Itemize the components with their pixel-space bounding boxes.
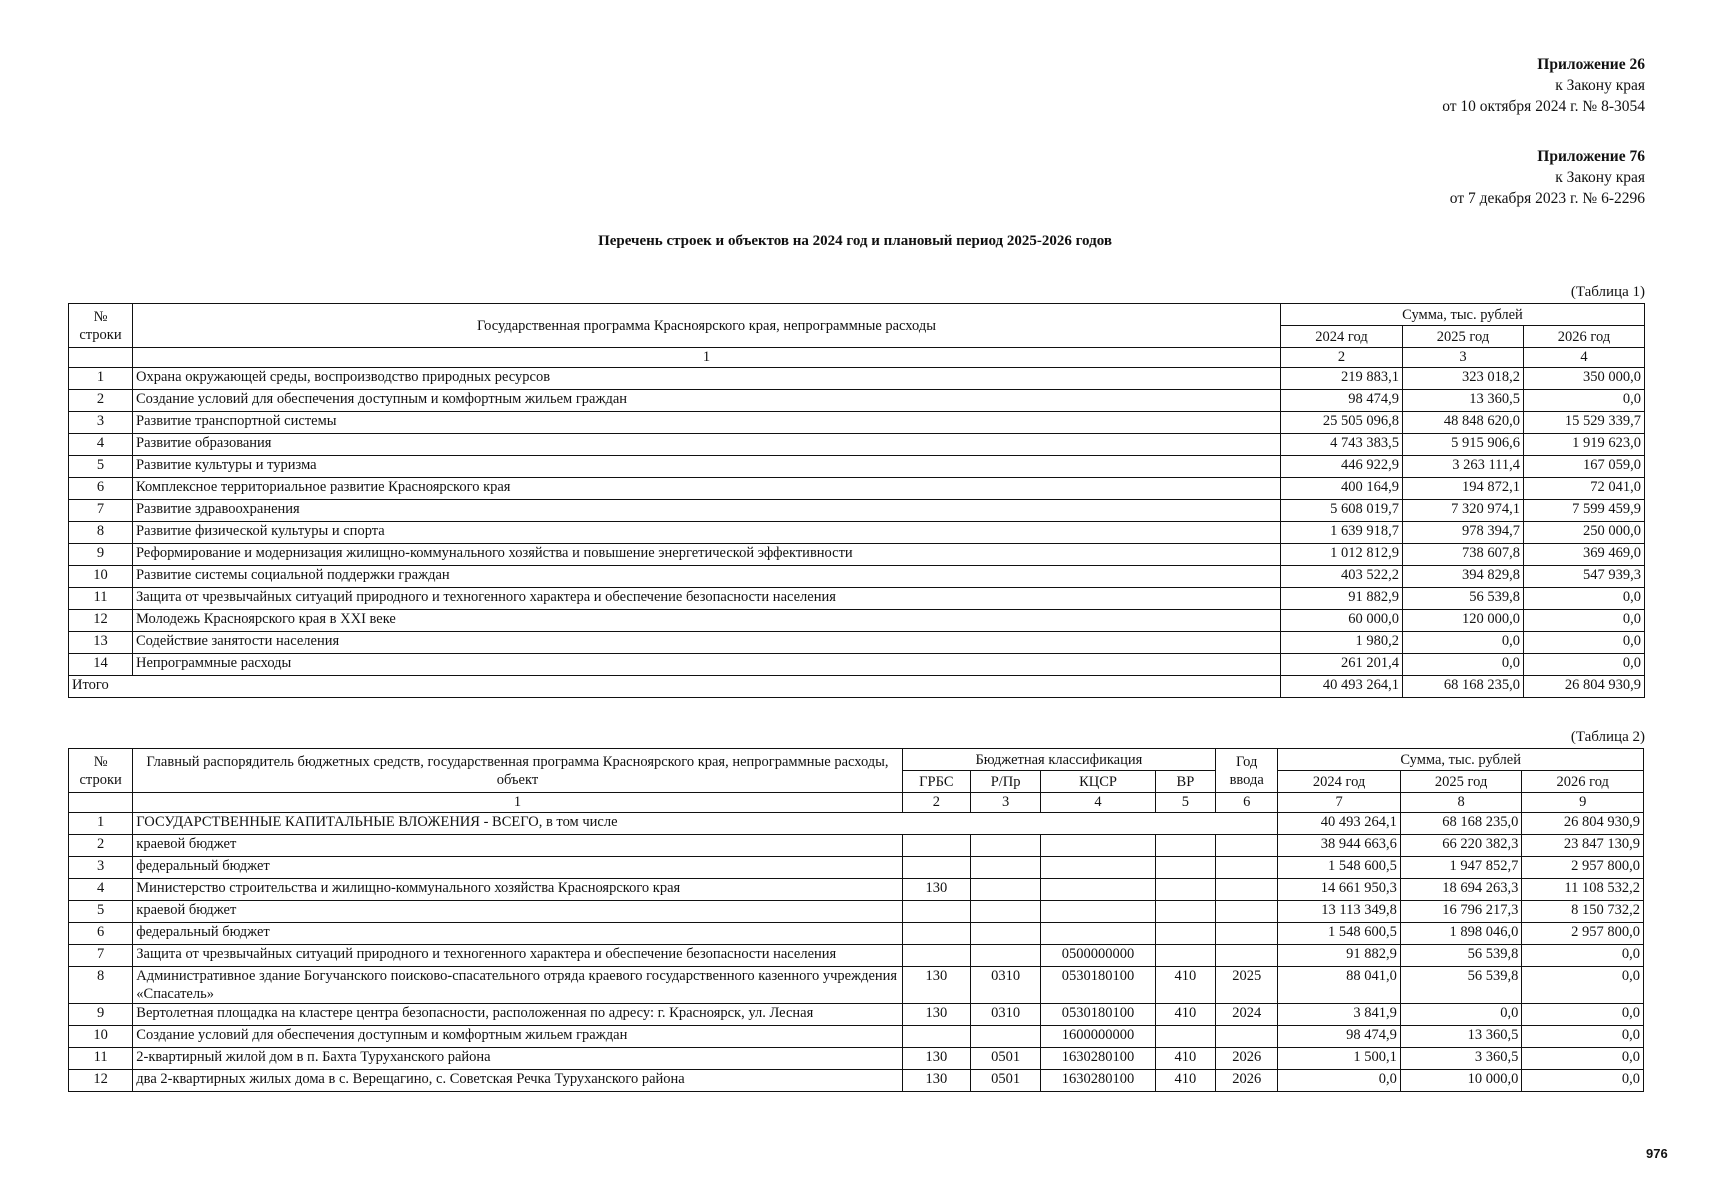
rpr-code: 0310 (970, 967, 1040, 1004)
column-number: 3 (1403, 348, 1524, 368)
row-number: 2 (69, 835, 133, 857)
amount-2026: 0,0 (1524, 588, 1645, 610)
header-name: Главный распорядитель бюджетных средств, государственная программа Красноярского края, непрограммные расходы, объект (133, 749, 902, 793)
row-number: 4 (69, 434, 133, 456)
kcsr-code (1041, 835, 1156, 857)
kcsr-code (1041, 879, 1156, 901)
appendix-line: к Закону края (1555, 169, 1645, 186)
program-name: Защита от чрезвычайных ситуаций природного и техногенного характера и обеспечение безопасности населения (133, 588, 1281, 610)
program-name: Создание условий для обеспечения доступным и комфортным жильем граждан (133, 390, 1281, 412)
row-number: 10 (69, 566, 133, 588)
amount-2024: 60 000,0 (1281, 610, 1403, 632)
object-name: федеральный бюджет (133, 857, 902, 879)
object-name: ГОСУДАРСТВЕННЫЕ КАПИТАЛЬНЫЕ ВЛОЖЕНИЯ - ВСЕГО, в том числе (133, 813, 1278, 835)
vr-code (1155, 945, 1215, 967)
table-row (69, 967, 1644, 1004)
amount-2026: 167 059,0 (1524, 456, 1645, 478)
program-name: Развитие культуры и туризма (133, 456, 1281, 478)
grbs-code: 130 (902, 967, 970, 1004)
program-name: Комплексное территориальное развитие Красноярского края (133, 478, 1281, 500)
rpr-code: 0501 (970, 1070, 1040, 1092)
amount-2025: 1 947 852,7 (1400, 857, 1522, 879)
amount-2026: 547 939,3 (1524, 566, 1645, 588)
object-name: Министерство строительства и жилищно-коммунального хозяйства Красноярского края (133, 879, 902, 901)
table-row (69, 368, 1645, 390)
header-year-2025: 2025 год (1403, 326, 1524, 348)
amount-2025: 978 394,7 (1403, 522, 1524, 544)
amount-2026: 72 041,0 (1524, 478, 1645, 500)
year-in: 2026 (1216, 1070, 1278, 1092)
column-number: 3 (970, 793, 1040, 813)
amount-2024: 40 493 264,1 (1278, 813, 1401, 835)
row-number: 10 (69, 1026, 133, 1048)
row-number: 7 (69, 500, 133, 522)
amount-2024: 98 474,9 (1281, 390, 1403, 412)
object-name: краевой бюджет (133, 835, 902, 857)
program-name: Реформирование и модернизация жилищно-коммунального хозяйства и повышение энергетической эффективности (133, 544, 1281, 566)
object-name: федеральный бюджет (133, 923, 902, 945)
row-number: 2 (69, 390, 133, 412)
row-number: 3 (69, 412, 133, 434)
kcsr-code (1041, 857, 1156, 879)
row-number: 5 (69, 901, 133, 923)
object-name: Создание условий для обеспечения доступным и комфортным жильем граждан (133, 1026, 902, 1048)
rpr-code: 0310 (970, 1004, 1040, 1026)
kcsr-code: 0500000000 (1041, 945, 1156, 967)
amount-2026: 0,0 (1522, 945, 1644, 967)
table-row (69, 434, 1645, 456)
amount-2024: 1 639 918,7 (1281, 522, 1403, 544)
row-number: 1 (69, 813, 133, 835)
amount-2025: 3 360,5 (1400, 1048, 1522, 1070)
row-number: 14 (69, 654, 133, 676)
amount-2025: 56 539,8 (1403, 588, 1524, 610)
table-row (69, 610, 1645, 632)
total-2024: 40 493 264,1 (1281, 676, 1403, 698)
grbs-code (902, 1026, 970, 1048)
table-row (69, 544, 1645, 566)
amount-2025: 10 000,0 (1400, 1070, 1522, 1092)
amount-2024: 1 548 600,5 (1278, 923, 1401, 945)
table-row (69, 456, 1645, 478)
amount-2025: 48 848 620,0 (1403, 412, 1524, 434)
year-in (1216, 857, 1278, 879)
table-row (69, 500, 1645, 522)
appendix-line: от 10 октября 2024 г. № 8-3054 (1442, 98, 1645, 115)
amount-2025: 120 000,0 (1403, 610, 1524, 632)
grbs-code (902, 945, 970, 967)
row-number: 9 (69, 1004, 133, 1026)
amount-2024: 219 883,1 (1281, 368, 1403, 390)
row-number: 12 (69, 610, 133, 632)
amount-2025: 66 220 382,3 (1400, 835, 1522, 857)
header-row-no: № строки (69, 304, 133, 348)
amount-2026: 26 804 930,9 (1522, 813, 1644, 835)
header-vr: ВР (1155, 771, 1215, 793)
amount-2026: 0,0 (1524, 654, 1645, 676)
column-number: 4 (1041, 793, 1156, 813)
column-number: 9 (1522, 793, 1644, 813)
column-number-row (69, 348, 1645, 368)
amount-2025: 394 829,8 (1403, 566, 1524, 588)
amount-2024: 400 164,9 (1281, 478, 1403, 500)
rpr-code (970, 1026, 1040, 1048)
amount-2025: 1 898 046,0 (1400, 923, 1522, 945)
total-row (69, 676, 1645, 698)
amount-2026: 369 469,0 (1524, 544, 1645, 566)
object-name: два 2-квартирных жилых дома в с. Верещагино, с. Советская Речка Туруханского района (133, 1070, 902, 1092)
table-row (69, 522, 1645, 544)
year-in (1216, 945, 1278, 967)
header-rpr: Р/Пр (970, 771, 1040, 793)
amount-2024: 25 505 096,8 (1281, 412, 1403, 434)
kcsr-code (1041, 901, 1156, 923)
header-program: Государственная программа Красноярского края, непрограммные расходы (133, 304, 1281, 348)
header-year-in: Год ввода (1216, 749, 1278, 793)
year-in: 2025 (1216, 967, 1278, 1004)
amount-2026: 1 919 623,0 (1524, 434, 1645, 456)
row-number: 6 (69, 923, 133, 945)
amount-2025: 16 796 217,3 (1400, 901, 1522, 923)
row-number: 3 (69, 857, 133, 879)
table-row (69, 835, 1644, 857)
amount-2026: 0,0 (1524, 390, 1645, 412)
appendix-block-2 (1450, 146, 1645, 209)
rpr-code (970, 901, 1040, 923)
row-number: 12 (69, 1070, 133, 1092)
table-row (69, 390, 1645, 412)
table-row (69, 632, 1645, 654)
program-name: Развитие транспортной системы (133, 412, 1281, 434)
rpr-code (970, 879, 1040, 901)
column-number: 7 (1278, 793, 1401, 813)
column-number: 1 (133, 793, 902, 813)
amount-2024: 5 608 019,7 (1281, 500, 1403, 522)
column-number (69, 348, 133, 368)
program-name: Развитие системы социальной поддержки граждан (133, 566, 1281, 588)
amount-2026: 0,0 (1522, 967, 1644, 1004)
grbs-code: 130 (902, 1004, 970, 1026)
amount-2024: 91 882,9 (1281, 588, 1403, 610)
header-kcsr: КЦСР (1041, 771, 1156, 793)
table-1 (68, 303, 1645, 698)
header-year-2026: 2026 год (1524, 326, 1645, 348)
header-year-2024: 2024 год (1278, 771, 1401, 793)
rpr-code (970, 945, 1040, 967)
amount-2026: 11 108 532,2 (1522, 879, 1644, 901)
amount-2024: 403 522,2 (1281, 566, 1403, 588)
appendix-title: Приложение 76 (1537, 148, 1645, 165)
appendix-line: от 7 декабря 2023 г. № 6-2296 (1449, 190, 1645, 207)
amount-2025: 3 263 111,4 (1403, 456, 1524, 478)
amount-2024: 91 882,9 (1278, 945, 1401, 967)
vr-code: 410 (1155, 1048, 1215, 1070)
vr-code (1155, 1026, 1215, 1048)
kcsr-code: 1600000000 (1041, 1026, 1156, 1048)
amount-2025: 194 872,1 (1403, 478, 1524, 500)
table-row (69, 566, 1645, 588)
year-in: 2024 (1216, 1004, 1278, 1026)
column-number: 4 (1524, 348, 1645, 368)
amount-2025: 323 018,2 (1403, 368, 1524, 390)
amount-2026: 0,0 (1522, 1048, 1644, 1070)
kcsr-code: 1630280100 (1041, 1048, 1156, 1070)
amount-2024: 446 922,9 (1281, 456, 1403, 478)
header-budget-classification: Бюджетная классификация (902, 749, 1215, 771)
program-name: Развитие образования (133, 434, 1281, 456)
amount-2025: 0,0 (1403, 654, 1524, 676)
vr-code (1155, 923, 1215, 945)
row-number: 7 (69, 945, 133, 967)
amount-2026: 2 957 800,0 (1522, 857, 1644, 879)
amount-2025: 13 360,5 (1403, 390, 1524, 412)
column-number: 2 (902, 793, 970, 813)
amount-2024: 3 841,9 (1278, 1004, 1401, 1026)
row-number: 6 (69, 478, 133, 500)
amount-2026: 8 150 732,2 (1522, 901, 1644, 923)
kcsr-code: 1630280100 (1041, 1070, 1156, 1092)
amount-2025: 7 320 974,1 (1403, 500, 1524, 522)
table-row (69, 478, 1645, 500)
amount-2025: 68 168 235,0 (1400, 813, 1522, 835)
amount-2025: 13 360,5 (1400, 1026, 1522, 1048)
vr-code (1155, 901, 1215, 923)
amount-2026: 23 847 130,9 (1522, 835, 1644, 857)
amount-2025: 56 539,8 (1400, 945, 1522, 967)
amount-2024: 1 500,1 (1278, 1048, 1401, 1070)
year-in (1216, 901, 1278, 923)
year-in (1216, 835, 1278, 857)
table-row (69, 1026, 1644, 1048)
year-in (1216, 923, 1278, 945)
table-row (69, 945, 1644, 967)
header-year-2026: 2026 год (1522, 771, 1644, 793)
amount-2024: 4 743 383,5 (1281, 434, 1403, 456)
appendix-line: к Закону края (1555, 77, 1645, 94)
amount-2024: 1 980,2 (1281, 632, 1403, 654)
amount-2025: 0,0 (1400, 1004, 1522, 1026)
program-name: Развитие здравоохранения (133, 500, 1281, 522)
table-row (69, 1048, 1644, 1070)
amount-2026: 350 000,0 (1524, 368, 1645, 390)
program-name: Содействие занятости населения (133, 632, 1281, 654)
row-number: 8 (69, 967, 133, 1004)
row-number: 11 (69, 1048, 133, 1070)
table-row (69, 1004, 1644, 1026)
grbs-code: 130 (902, 879, 970, 901)
vr-code (1155, 857, 1215, 879)
amount-2026: 0,0 (1522, 1070, 1644, 1092)
grbs-code: 130 (902, 1070, 970, 1092)
object-name: краевой бюджет (133, 901, 902, 923)
amount-2026: 7 599 459,9 (1524, 500, 1645, 522)
amount-2026: 0,0 (1522, 1026, 1644, 1048)
program-name: Охрана окружающей среды, воспроизводство природных ресурсов (133, 368, 1281, 390)
amount-2025: 0,0 (1403, 632, 1524, 654)
header-sum: Сумма, тыс. рублей (1281, 304, 1645, 326)
amount-2026: 250 000,0 (1524, 522, 1645, 544)
object-name: Защита от чрезвычайных ситуаций природного и техногенного характера и обеспечение безопасности населения (133, 945, 902, 967)
kcsr-code: 0530180100 (1041, 967, 1156, 1004)
vr-code: 410 (1155, 1004, 1215, 1026)
column-number: 2 (1281, 348, 1403, 368)
table-row (69, 588, 1645, 610)
kcsr-code (1041, 923, 1156, 945)
amount-2026: 0,0 (1524, 610, 1645, 632)
vr-code: 410 (1155, 1070, 1215, 1092)
table-2-label: (Таблица 2) (1570, 729, 1645, 745)
amount-2024: 1 012 812,9 (1281, 544, 1403, 566)
grbs-code (902, 923, 970, 945)
row-number: 4 (69, 879, 133, 901)
amount-2025: 5 915 906,6 (1403, 434, 1524, 456)
row-number: 11 (69, 588, 133, 610)
amount-2025: 18 694 263,3 (1400, 879, 1522, 901)
row-number: 13 (69, 632, 133, 654)
table-2 (68, 748, 1644, 1092)
amount-2024: 261 201,4 (1281, 654, 1403, 676)
header-year-2025: 2025 год (1400, 771, 1522, 793)
header-grbs: ГРБС (902, 771, 970, 793)
program-name: Непрограммные расходы (133, 654, 1281, 676)
amount-2024: 1 548 600,5 (1278, 857, 1401, 879)
column-number (69, 793, 133, 813)
table-row (69, 412, 1645, 434)
header-row-no: № строки (69, 749, 133, 793)
year-in (1216, 1026, 1278, 1048)
grbs-code (902, 835, 970, 857)
vr-code: 410 (1155, 967, 1215, 1004)
table-row (69, 923, 1644, 945)
rpr-code (970, 857, 1040, 879)
amount-2026: 0,0 (1522, 1004, 1644, 1026)
amount-2025: 738 607,8 (1403, 544, 1524, 566)
vr-code (1155, 835, 1215, 857)
table-row (69, 813, 1644, 835)
document-title: Перечень строек и объектов на 2024 год и плановый период 2025-2026 годов (598, 233, 1112, 249)
header-year-2024: 2024 год (1281, 326, 1403, 348)
table-row (69, 857, 1644, 879)
header-sum: Сумма, тыс. рублей (1278, 749, 1644, 771)
column-number: 6 (1216, 793, 1278, 813)
object-name: Вертолетная площадка на кластере центра безопасности, расположенная по адресу: г. Красноярск, ул. Лесная (133, 1004, 902, 1026)
total-label: Итого (69, 676, 1281, 698)
column-number-row (69, 793, 1644, 813)
total-2025: 68 168 235,0 (1403, 676, 1524, 698)
amount-2024: 88 041,0 (1278, 967, 1401, 1004)
column-number: 1 (133, 348, 1281, 368)
amount-2025: 56 539,8 (1400, 967, 1522, 1004)
table-1-label: (Таблица 1) (1570, 284, 1645, 300)
year-in (1216, 879, 1278, 901)
amount-2024: 38 944 663,6 (1278, 835, 1401, 857)
grbs-code (902, 901, 970, 923)
amount-2026: 0,0 (1524, 632, 1645, 654)
appendix-title: Приложение 26 (1537, 56, 1645, 73)
column-number: 5 (1155, 793, 1215, 813)
column-number: 8 (1400, 793, 1522, 813)
table-row (69, 654, 1645, 676)
row-number: 5 (69, 456, 133, 478)
grbs-code: 130 (902, 1048, 970, 1070)
amount-2024: 13 113 349,8 (1278, 901, 1401, 923)
amount-2024: 0,0 (1278, 1070, 1401, 1092)
rpr-code (970, 923, 1040, 945)
vr-code (1155, 879, 1215, 901)
amount-2024: 98 474,9 (1278, 1026, 1401, 1048)
program-name: Развитие физической культуры и спорта (133, 522, 1281, 544)
amount-2026: 2 957 800,0 (1522, 923, 1644, 945)
kcsr-code: 0530180100 (1041, 1004, 1156, 1026)
amount-2026: 15 529 339,7 (1524, 412, 1645, 434)
row-number: 9 (69, 544, 133, 566)
object-name: 2-квартирный жилой дом в п. Бахта Туруханского района (133, 1048, 902, 1070)
row-number: 8 (69, 522, 133, 544)
table-row (69, 901, 1644, 923)
table-row (69, 1070, 1644, 1092)
total-2026: 26 804 930,9 (1524, 676, 1645, 698)
appendix-block-1 (1442, 54, 1645, 117)
grbs-code (902, 857, 970, 879)
program-name: Молодежь Красноярского края в XXI веке (133, 610, 1281, 632)
amount-2024: 14 661 950,3 (1278, 879, 1401, 901)
rpr-code (970, 835, 1040, 857)
year-in: 2026 (1216, 1048, 1278, 1070)
rpr-code: 0501 (970, 1048, 1040, 1070)
table-row (69, 879, 1644, 901)
page-number: 976 (1646, 1146, 1668, 1161)
object-name: Административное здание Богучанского поисково-спасательного отряда краевого государственного казенного учреждения «Спасатель» (133, 967, 902, 1004)
row-number: 1 (69, 368, 133, 390)
